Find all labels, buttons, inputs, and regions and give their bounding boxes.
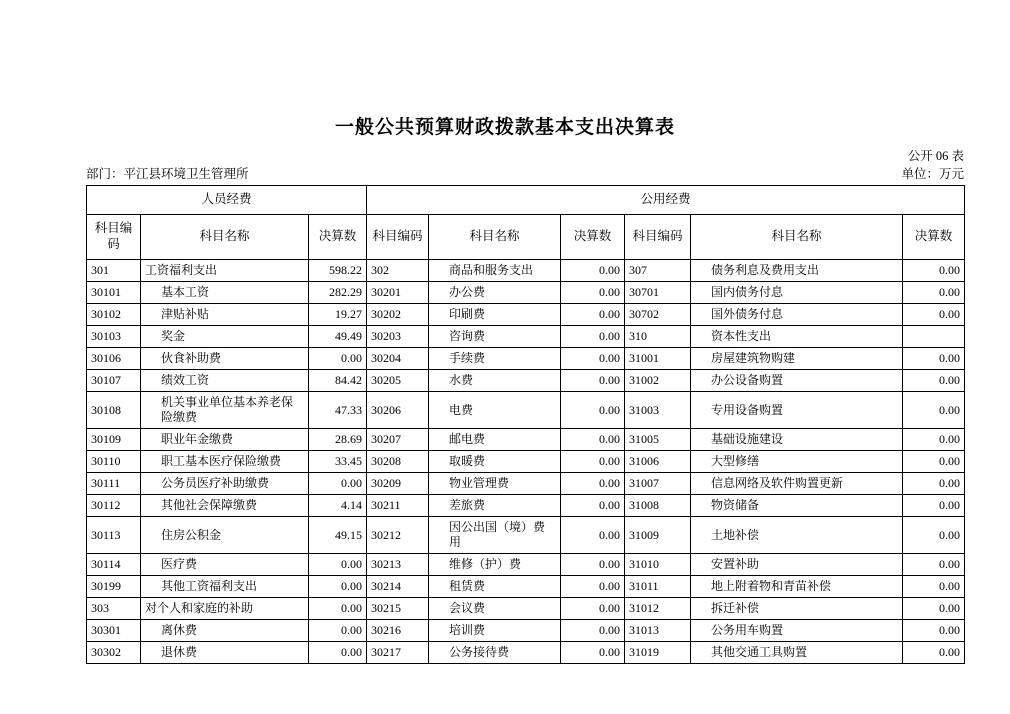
- cell-value-3: 0.00: [903, 620, 965, 642]
- cell-name-3: 大型修缮: [691, 451, 903, 473]
- cell-code-3: 31012: [625, 598, 691, 620]
- cell-name-2: 维修（护）费: [429, 554, 561, 576]
- cell-code-1: 30108: [87, 392, 141, 429]
- cell-name-2: 邮电费: [429, 429, 561, 451]
- cell-value-2: 0.00: [561, 598, 625, 620]
- cell-code-3: 31007: [625, 473, 691, 495]
- table-body: [87, 260, 965, 664]
- cell-name-3: 国外债务付息: [691, 304, 903, 326]
- cell-code-2: 30204: [367, 348, 429, 370]
- cell-name-1: 绩效工资: [141, 370, 309, 392]
- cell-value-3: 0.00: [903, 451, 965, 473]
- cell-value-1: 47.33: [309, 392, 367, 429]
- table-row: [87, 348, 965, 370]
- cell-name-1: 奖金: [141, 326, 309, 348]
- cell-name-1: 工资福利支出: [141, 260, 309, 282]
- cell-name-3: 物资储备: [691, 495, 903, 517]
- cell-name-3: 安置补助: [691, 554, 903, 576]
- cell-name-1: 住房公积金: [141, 517, 309, 554]
- table-row: [87, 642, 965, 664]
- budget-table: [86, 185, 965, 664]
- cell-name-1: 离休费: [141, 620, 309, 642]
- cell-value-3: 0.00: [903, 473, 965, 495]
- cell-name-2: 商品和服务支出: [429, 260, 561, 282]
- cell-name-1: 医疗费: [141, 554, 309, 576]
- col-header-name-1: 科目名称: [141, 215, 309, 260]
- cell-name-3: 房屋建筑物购建: [691, 348, 903, 370]
- table-row: [87, 326, 965, 348]
- page-title: 一般公共预算财政拨款基本支出决算表: [334, 117, 675, 138]
- cell-value-2: 0.00: [561, 517, 625, 554]
- cell-value-2: 0.00: [561, 370, 625, 392]
- cell-value-3: 0.00: [903, 576, 965, 598]
- col-header-value-1: 决算数: [309, 215, 367, 260]
- table-row: [87, 451, 965, 473]
- cell-name-2: 培训费: [429, 620, 561, 642]
- cell-code-3: 30701: [625, 282, 691, 304]
- cell-value-3: 0.00: [903, 282, 965, 304]
- cell-code-3: 31003: [625, 392, 691, 429]
- cell-code-3: 30702: [625, 304, 691, 326]
- cell-name-3: 其他交通工具购置: [691, 642, 903, 664]
- cell-value-2: 0.00: [561, 576, 625, 598]
- cell-value-1: 0.00: [309, 348, 367, 370]
- table-row: [87, 473, 965, 495]
- table-row: [87, 392, 965, 429]
- cell-value-2: 0.00: [561, 282, 625, 304]
- cell-name-3: 办公设备购置: [691, 370, 903, 392]
- cell-value-2: 0.00: [561, 495, 625, 517]
- column-header-row: [87, 215, 965, 260]
- col-header-code-3: 科目编码: [625, 215, 691, 260]
- cell-value-3: 0.00: [903, 304, 965, 326]
- cell-value-2: 0.00: [561, 473, 625, 495]
- cell-value-3: 0.00: [903, 517, 965, 554]
- cell-value-2: 0.00: [561, 451, 625, 473]
- cell-name-1: 公务员医疗补助缴费: [141, 473, 309, 495]
- cell-name-3: 资本性支出: [691, 326, 903, 348]
- cell-code-1: 30106: [87, 348, 141, 370]
- cell-name-2: 物业管理费: [429, 473, 561, 495]
- table-row: [87, 517, 965, 554]
- col-header-name-3: 科目名称: [691, 215, 903, 260]
- cell-name-3: 专用设备购置: [691, 392, 903, 429]
- cell-name-1: 对个人和家庭的补助: [141, 598, 309, 620]
- public-form-label: 公开 06 表: [907, 149, 964, 163]
- cell-name-2: 因公出国（境）费用: [429, 517, 561, 554]
- cell-value-1: 282.29: [309, 282, 367, 304]
- cell-code-2: 30207: [367, 429, 429, 451]
- cell-code-2: 302: [367, 260, 429, 282]
- table-row: [87, 282, 965, 304]
- col-header-name-2: 科目名称: [429, 215, 561, 260]
- cell-code-3: 31006: [625, 451, 691, 473]
- cell-code-1: 30114: [87, 554, 141, 576]
- cell-code-1: 30110: [87, 451, 141, 473]
- cell-name-3: 基础设施建设: [691, 429, 903, 451]
- table-row: [87, 495, 965, 517]
- cell-value-2: 0.00: [561, 326, 625, 348]
- cell-value-1: 0.00: [309, 598, 367, 620]
- cell-code-1: 30101: [87, 282, 141, 304]
- cell-code-1: 30112: [87, 495, 141, 517]
- col-header-value-3: 决算数: [903, 215, 965, 260]
- cell-code-2: 30212: [367, 517, 429, 554]
- cell-value-1: 598.22: [309, 260, 367, 282]
- cell-code-2: 30205: [367, 370, 429, 392]
- cell-name-3: 土地补偿: [691, 517, 903, 554]
- cell-code-3: 31011: [625, 576, 691, 598]
- cell-name-2: 办公费: [429, 282, 561, 304]
- cell-value-3: 0.00: [903, 392, 965, 429]
- cell-value-3: 0.00: [903, 260, 965, 282]
- cell-code-3: 31002: [625, 370, 691, 392]
- table-row: [87, 554, 965, 576]
- cell-value-1: 4.14: [309, 495, 367, 517]
- cell-code-1: 30109: [87, 429, 141, 451]
- cell-value-1: 0.00: [309, 620, 367, 642]
- col-header-value-2: 决算数: [561, 215, 625, 260]
- cell-name-1: 退休费: [141, 642, 309, 664]
- table-row: [87, 429, 965, 451]
- cell-name-2: 手续费: [429, 348, 561, 370]
- cell-value-2: 0.00: [561, 348, 625, 370]
- cell-code-2: 30208: [367, 451, 429, 473]
- cell-name-3: 债务利息及费用支出: [691, 260, 903, 282]
- cell-value-2: 0.00: [561, 392, 625, 429]
- cell-code-3: 31010: [625, 554, 691, 576]
- table-row: [87, 620, 965, 642]
- cell-code-1: 30301: [87, 620, 141, 642]
- cell-value-1: 0.00: [309, 473, 367, 495]
- cell-value-3: 0.00: [903, 370, 965, 392]
- cell-value-2: 0.00: [561, 620, 625, 642]
- cell-code-3: 310: [625, 326, 691, 348]
- cell-value-1: 84.42: [309, 370, 367, 392]
- cell-name-3: 信息网络及软件购置更新: [691, 473, 903, 495]
- cell-name-1: 基本工资: [141, 282, 309, 304]
- cell-name-2: 取暖费: [429, 451, 561, 473]
- cell-value-3: 0.00: [903, 642, 965, 664]
- cell-name-3: 国内债务付息: [691, 282, 903, 304]
- cell-code-2: 30206: [367, 392, 429, 429]
- cell-name-2: 印刷费: [429, 304, 561, 326]
- cell-name-1: 津贴补贴: [141, 304, 309, 326]
- cell-name-2: 公务接待费: [429, 642, 561, 664]
- cell-code-1: 30107: [87, 370, 141, 392]
- cell-value-2: 0.00: [561, 642, 625, 664]
- col-header-code-1: 科目编码: [87, 215, 141, 260]
- table-row: [87, 598, 965, 620]
- cell-value-1: 49.15: [309, 517, 367, 554]
- cell-code-2: 30217: [367, 642, 429, 664]
- cell-name-3: 公务用车购置: [691, 620, 903, 642]
- cell-name-2: 会议费: [429, 598, 561, 620]
- cell-code-2: 30202: [367, 304, 429, 326]
- cell-code-2: 30216: [367, 620, 429, 642]
- cell-value-1: 0.00: [309, 576, 367, 598]
- cell-value-2: 0.00: [561, 304, 625, 326]
- cell-code-2: 30209: [367, 473, 429, 495]
- cell-code-1: 30111: [87, 473, 141, 495]
- cell-code-1: 301: [87, 260, 141, 282]
- cell-name-2: 租赁费: [429, 576, 561, 598]
- cell-value-1: 19.27: [309, 304, 367, 326]
- cell-code-1: 303: [87, 598, 141, 620]
- cell-value-1: 0.00: [309, 554, 367, 576]
- cell-code-2: 30201: [367, 282, 429, 304]
- cell-code-2: 30211: [367, 495, 429, 517]
- cell-code-2: 30214: [367, 576, 429, 598]
- cell-value-3: [903, 326, 965, 348]
- cell-code-1: 30103: [87, 326, 141, 348]
- cell-code-3: 31008: [625, 495, 691, 517]
- cell-name-3: 拆迁补偿: [691, 598, 903, 620]
- cell-name-3: 地上附着物和青苗补偿: [691, 576, 903, 598]
- cell-code-2: 30215: [367, 598, 429, 620]
- group-header-personnel: 人员经费: [87, 186, 367, 215]
- cell-value-1: 28.69: [309, 429, 367, 451]
- cell-name-2: 咨询费: [429, 326, 561, 348]
- cell-code-1: 30102: [87, 304, 141, 326]
- cell-value-2: 0.00: [561, 429, 625, 451]
- cell-name-2: 电费: [429, 392, 561, 429]
- cell-value-3: 0.00: [903, 598, 965, 620]
- unit-label: 单位：万元: [901, 167, 964, 181]
- group-header-row: [87, 186, 965, 215]
- cell-value-2: 0.00: [561, 260, 625, 282]
- cell-name-1: 职工基本医疗保险缴费: [141, 451, 309, 473]
- cell-code-3: 31001: [625, 348, 691, 370]
- table-row: [87, 304, 965, 326]
- table-row: [87, 370, 965, 392]
- cell-value-1: 0.00: [309, 642, 367, 664]
- cell-value-3: 0.00: [903, 495, 965, 517]
- table-row: [87, 576, 965, 598]
- cell-name-1: 其他工资福利支出: [141, 576, 309, 598]
- cell-code-2: 30213: [367, 554, 429, 576]
- cell-name-2: 水费: [429, 370, 561, 392]
- cell-name-2: 差旅费: [429, 495, 561, 517]
- cell-value-1: 49.49: [309, 326, 367, 348]
- cell-code-3: 31009: [625, 517, 691, 554]
- table-row: [87, 260, 965, 282]
- cell-name-1: 其他社会保障缴费: [141, 495, 309, 517]
- cell-code-3: 31005: [625, 429, 691, 451]
- cell-code-3: 31013: [625, 620, 691, 642]
- cell-value-2: 0.00: [561, 554, 625, 576]
- cell-name-1: 伙食补助费: [141, 348, 309, 370]
- cell-value-3: 0.00: [903, 429, 965, 451]
- department-label: 部门：平江县环境卫生管理所: [86, 167, 249, 181]
- cell-value-3: 0.00: [903, 348, 965, 370]
- cell-value-1: 33.45: [309, 451, 367, 473]
- cell-code-2: 30203: [367, 326, 429, 348]
- cell-name-1: 机关事业单位基本养老保险缴费: [141, 392, 309, 429]
- col-header-code-2: 科目编码: [367, 215, 429, 260]
- cell-code-1: 30199: [87, 576, 141, 598]
- cell-name-1: 职业年金缴费: [141, 429, 309, 451]
- cell-code-1: 30113: [87, 517, 141, 554]
- cell-code-3: 31019: [625, 642, 691, 664]
- cell-code-3: 307: [625, 260, 691, 282]
- cell-code-1: 30302: [87, 642, 141, 664]
- cell-value-3: 0.00: [903, 554, 965, 576]
- group-header-public: 公用经费: [367, 186, 965, 215]
